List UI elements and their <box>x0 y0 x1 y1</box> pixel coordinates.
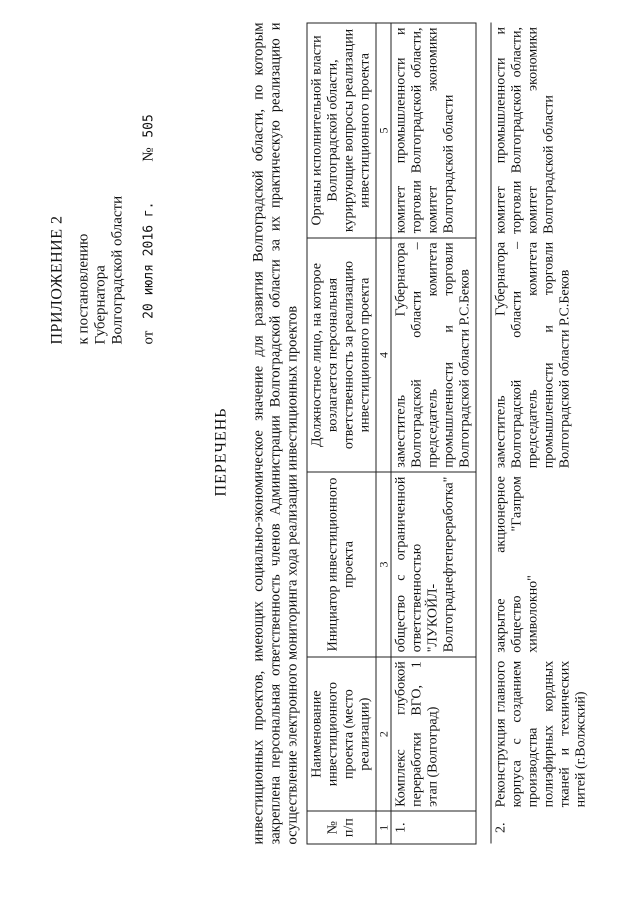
rotated-document-page <box>1 0 640 905</box>
row-initiator: закрытое акционерное общество "Газпром химволокно" <box>493 476 541 653</box>
column-number-2: 2 <box>376 657 391 812</box>
row-authority: комитет промышленности и торговли Волгоградской области, комитет экономики Волгоградской области <box>493 27 557 234</box>
header-project: Наименование инвестиционного проекта (место реализации) <box>307 657 376 812</box>
number-value: 505 <box>141 114 157 138</box>
column-number-row <box>376 23 391 844</box>
appendix-dateline <box>141 15 158 345</box>
row-project: Комплекс глубокой переработки ВГО, 1 этап (Волгоград) <box>391 657 476 812</box>
header-number: № п/п <box>307 811 376 844</box>
header-authority: Органы исполнительной власти Волгоградской области, курирующие вопросы реализации инвестиционного проекта <box>307 23 376 238</box>
column-number-5: 5 <box>376 23 391 238</box>
header-initiator: Инициатор инвестиционного проекта <box>307 472 376 657</box>
date-value: 20 июля 2016 г. <box>141 201 157 319</box>
header-official: Должностное лицо, на которое возлагается персональная ответственность за реализацию инвестиционного проекта <box>307 238 376 472</box>
date-prefix: от <box>140 330 157 345</box>
appendix-line-3: Волгоградской области <box>109 195 126 345</box>
table-row <box>391 23 476 844</box>
row-initiator: общество с ограниченной ответственностью "ЛУКОЙЛ-Волгограднефтепереработка" <box>391 472 476 657</box>
appendix-line-2: Губернатора <box>92 265 109 345</box>
row-project: Реконструкция главного корпуса с созданием производства полиэфирных кордных тканей и технических нитей (г.Волжский) <box>493 660 589 808</box>
intro-paragraph: инвестиционных проектов, имеющих социально-экономическое значение для развития Волгоградской области, по которым закреплена персональная ответственность членов Администрации Волгоградской области за их практическую реализацию и осуществление электронного мониторинга хода реализации инвестиционных проектов <box>250 22 301 845</box>
table-row <box>491 23 592 844</box>
column-number-3: 3 <box>376 472 391 657</box>
row-official: заместитель Губернатора Волгоградской области – председатель комитета промышленности и торговли Волгоградской области Р.С.Беков <box>391 238 476 472</box>
appendix-title: ПРИЛОЖЕНИЕ 2 <box>48 215 66 345</box>
document-heading: ПЕРЕЧЕНЬ <box>212 407 230 497</box>
row-number: 2. <box>493 822 509 833</box>
row-authority: комитет промышленности и торговли Волгоградской области, комитет экономики Волгоградской области <box>391 23 476 238</box>
column-number-1: 1 <box>376 811 391 844</box>
row-number: 1. <box>391 811 476 844</box>
projects-table <box>307 23 592 845</box>
column-number-4: 4 <box>376 238 391 472</box>
number-prefix: № <box>140 147 157 162</box>
appendix-block <box>49 15 158 345</box>
row-official: заместитель Губернатора Волгоградской области – председатель комитета промышленности и торговли Волгоградской области Р.С.Беков <box>493 241 573 469</box>
table-header-row <box>307 23 376 844</box>
row-separator <box>476 23 491 844</box>
appendix-line-1: к постановлению <box>75 233 92 345</box>
